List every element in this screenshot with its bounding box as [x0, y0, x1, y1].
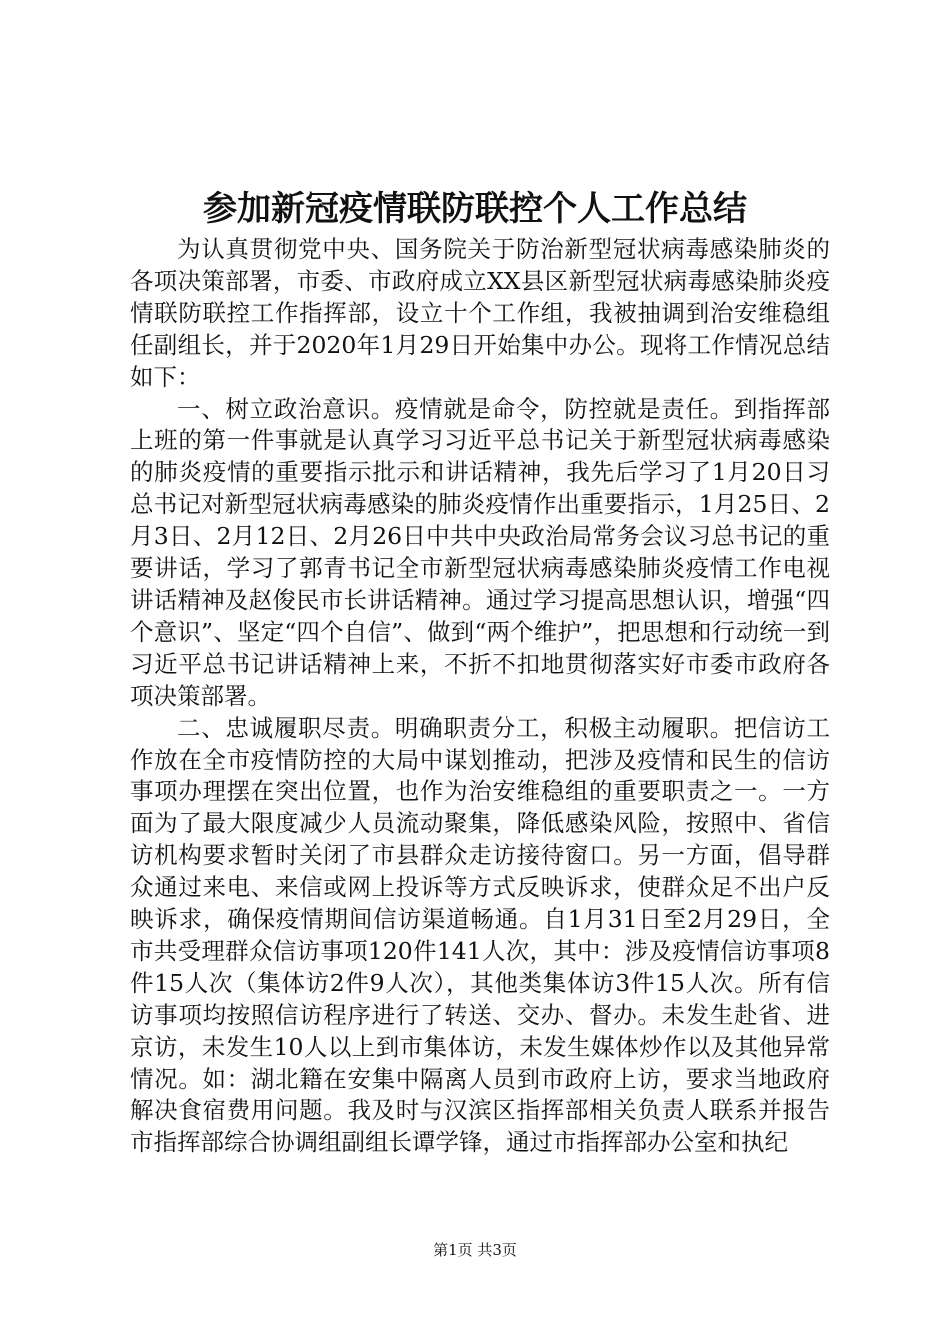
paragraph-section-2: 二、忠诚履职尽责。明确职责分工，积极主动履职。把信访工作放在全市疫情防控的大局中谋划推动，把涉及疫情和民生的信访事项办理摆在突出位置，也作为治安维稳组的重要职责之一。一方面为了最大限度减少人员流动聚集，降低感染风险，按照中、省信访机构要求暂时关闭了市县群众走访接待窗口。另一方面，倡导群众通过来电、来信或网上投诉等方式反映诉求，使群众足不出户反映诉求，确保疫情期间信访渠道畅通。自1月31日至2月29日，全市共受理群众信访事项120件141人次，其中：涉及疫情信访事项8件15人次（集体访2件9人次），其他类集体访3件15人次。所有信访事项均按照信访程序进行了转送、交办、督办。未发生赴省、进京访，未发生10人以上到市集体访，未发生媒体炒作以及其他异常情况。如：湖北籍在安集中隔离人员到市政府上访，要求当地政府解决食宿费用问题。我及时与汉滨区指挥部相关负责人联系并报告市指挥部综合协调组副组长谭学锋，通过市指挥部办公室和执纪: [130, 713, 830, 1157]
document-body: [130, 234, 830, 1159]
document-title: 参加新冠疫情联防联控个人工作总结: [203, 189, 747, 229]
page-footer: 第1页 共3页: [433, 1241, 517, 1259]
paragraph-intro: 为认真贯彻党中央、国务院关于防治新型冠状病毒感染肺炎的各项决策部署，市委、市政府成立XX县区新型冠状病毒感染肺炎疫情联防联控工作指挥部，设立十个工作组，我被抽调到治安维稳组任副组长，并于2020年1月29日开始集中办公。现将工作情况总结如下：: [130, 235, 830, 391]
paragraph-section-1: 一、树立政治意识。疫情就是命令，防控就是责任。到指挥部上班的第一件事就是认真学习习近平总书记关于新型冠状病毒感染的肺炎疫情的重要指示批示和讲话精神，我先后学习了1月20日习总书记对新型冠状病毒感染的肺炎疫情作出重要指示，1月25日、2月3日、2月12日、2月26日中共中央政治局常务会议习总书记的重要讲话，学习了郭青书记全市新型冠状病毒感染肺炎疫情工作电视讲话精神及赵俊民市长讲话精神。通过学习提高思想认识，增强“四个意识”、坚定“四个自信”、做到“两个维护”，把思想和行动统一到习近平总书记讲话精神上来，不折不扣地贯彻落实好市委市政府各项决策部署。: [130, 394, 830, 710]
